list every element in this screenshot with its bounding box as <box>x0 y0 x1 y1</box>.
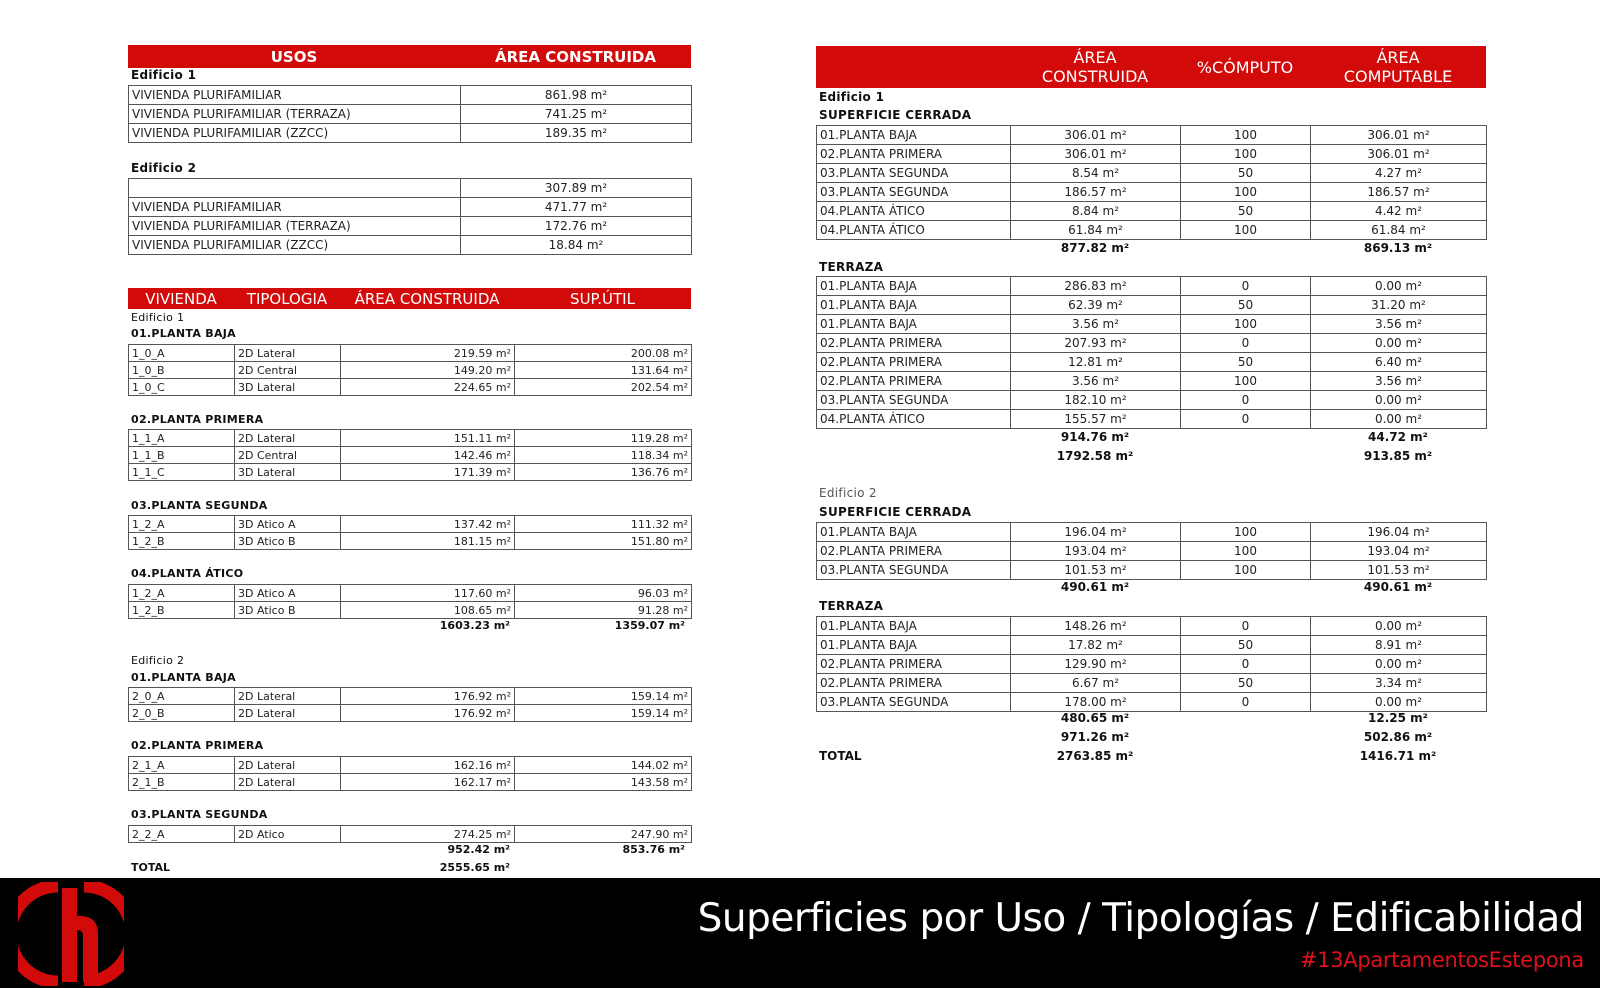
computo-e1-terraza-sub-comp: 44.72 m² <box>1368 430 1428 444</box>
table-cell: 6.67 m² <box>1011 674 1181 693</box>
table-cell: 207.93 m² <box>1011 334 1181 353</box>
vivienda-row <box>129 826 692 843</box>
table-cell: 143.58 m² <box>515 774 692 791</box>
table-cell: 306.01 m² <box>1311 126 1487 145</box>
viv-e1-g4-title: 04.PLANTA ÁTICO <box>131 567 244 580</box>
table-cell: 2D Central <box>235 362 341 379</box>
computo-row <box>817 164 1487 183</box>
table-cell: 193.04 m² <box>1011 542 1181 561</box>
table-cell: 0.00 m² <box>1311 410 1487 429</box>
table-cell: 3D Atico B <box>235 533 341 550</box>
usos-header <box>128 45 691 68</box>
table-cell: VIVIENDA PLURIFAMILIAR (ZZCC) <box>129 236 461 255</box>
table-cell: 18.84 m² <box>461 236 692 255</box>
table-cell <box>129 179 461 198</box>
computo-row <box>817 277 1487 296</box>
table-cell: 1_1_B <box>129 447 235 464</box>
usos-row <box>129 217 692 236</box>
table-cell: 91.28 m² <box>515 602 692 619</box>
computo-e2-cerrada-sub-comp: 490.61 m² <box>1363 580 1433 594</box>
vivienda-row <box>129 533 692 550</box>
computo-row <box>817 693 1487 712</box>
table-cell: 178.00 m² <box>1011 693 1181 712</box>
table-cell: 2D Atico <box>235 826 341 843</box>
computo-row <box>817 183 1487 202</box>
table-cell: 2D Lateral <box>235 757 341 774</box>
table-cell: 3D Lateral <box>235 379 341 396</box>
table-cell: 50 <box>1181 636 1311 655</box>
computo-e1-cerrada-title: SUPERFICIE CERRADA <box>819 108 972 122</box>
table-cell: 1_2_B <box>129 602 235 619</box>
table-cell: 274.25 m² <box>341 826 515 843</box>
vivienda-row <box>129 464 692 481</box>
vivienda-row <box>129 705 692 722</box>
computo-row <box>817 674 1487 693</box>
viv-e1-total-util: 1359.07 m² <box>614 619 685 632</box>
footer-title: Superficies por Uso / Tipologías / Edificabilidad <box>697 896 1584 941</box>
vivienda-row <box>129 585 692 602</box>
computo-e1-cerrada-table <box>816 125 1487 240</box>
table-cell: 117.60 m² <box>341 585 515 602</box>
table-cell: 3.56 m² <box>1311 372 1487 391</box>
table-cell: 03.PLANTA SEGUNDA <box>817 183 1011 202</box>
table-cell: 01.PLANTA BAJA <box>817 315 1011 334</box>
usos-row <box>129 236 692 255</box>
table-cell: 159.14 m² <box>515 705 692 722</box>
computo-header-pct: %CÓMPUTO <box>1196 57 1294 77</box>
table-cell: 247.90 m² <box>515 826 692 843</box>
table-cell: VIVIENDA PLURIFAMILIAR (ZZCC) <box>129 124 461 143</box>
table-cell: 1_2_A <box>129 516 235 533</box>
table-cell: 03.PLANTA SEGUNDA <box>817 693 1011 712</box>
table-cell: 196.04 m² <box>1311 523 1487 542</box>
viv-e2-g3-table <box>128 825 692 843</box>
viv-e1-g1-table <box>128 344 692 396</box>
computo-row <box>817 126 1487 145</box>
table-cell: 172.76 m² <box>461 217 692 236</box>
computo-e1-cerrada-sub-area: 877.82 m² <box>1060 241 1130 255</box>
table-cell: 3D Atico A <box>235 585 341 602</box>
computo-header-area: ÁREA CONSTRUIDA <box>1041 48 1149 86</box>
computo-header <box>816 46 1486 88</box>
table-cell: 306.01 m² <box>1311 145 1487 164</box>
viv-e2-g1-table <box>128 687 692 722</box>
computo-edificio-2-title: Edificio 2 <box>819 486 877 500</box>
computo-e1-terraza-table <box>816 276 1487 429</box>
table-cell: 03.PLANTA SEGUNDA <box>817 164 1011 183</box>
table-cell: 101.53 m² <box>1311 561 1487 580</box>
table-cell: 01.PLANTA BAJA <box>817 523 1011 542</box>
table-cell: 131.64 m² <box>515 362 692 379</box>
computo-e2-terraza-title: TERRAZA <box>819 599 884 613</box>
usos-header-usos: USOS <box>270 47 318 66</box>
usos-edificio-1-title: Edificio 1 <box>131 68 197 82</box>
viviendas-header-util: SUP.ÚTIL <box>570 289 635 308</box>
table-cell: 3.56 m² <box>1011 372 1181 391</box>
table-cell: 149.20 m² <box>341 362 515 379</box>
vivienda-row <box>129 774 692 791</box>
vivienda-row <box>129 362 692 379</box>
table-cell: 224.65 m² <box>341 379 515 396</box>
computo-e2-cerrada-table <box>816 522 1487 580</box>
viv-e2-g1-title: 01.PLANTA BAJA <box>131 671 236 684</box>
table-cell: 8.84 m² <box>1011 202 1181 221</box>
table-cell: 0.00 m² <box>1311 334 1487 353</box>
table-cell: 119.28 m² <box>515 430 692 447</box>
usos-header-area: ÁREA CONSTRUIDA <box>495 47 656 66</box>
computo-e2-cerrada-sub-area: 490.61 m² <box>1060 580 1130 594</box>
table-cell: 129.90 m² <box>1011 655 1181 674</box>
table-cell: 741.25 m² <box>461 105 692 124</box>
table-cell: 3D Atico B <box>235 602 341 619</box>
table-cell: 02.PLANTA PRIMERA <box>817 655 1011 674</box>
viviendas-edificio-1-title: Edificio 1 <box>131 311 185 324</box>
table-cell: 2_0_B <box>129 705 235 722</box>
viviendas-header-vivienda: VIVIENDA <box>145 289 217 308</box>
computo-total-comp: 1416.71 m² <box>1359 749 1437 763</box>
table-cell: 186.57 m² <box>1011 183 1181 202</box>
table-cell: 100 <box>1181 221 1311 240</box>
computo-row <box>817 655 1487 674</box>
computo-row <box>817 410 1487 429</box>
computo-row <box>817 334 1487 353</box>
usos-row <box>129 198 692 217</box>
table-cell: 0.00 m² <box>1311 277 1487 296</box>
computo-row <box>817 372 1487 391</box>
computo-row <box>817 542 1487 561</box>
table-cell: 2D Lateral <box>235 688 341 705</box>
table-cell: 2D Central <box>235 447 341 464</box>
table-cell: 100 <box>1181 561 1311 580</box>
computo-e2-cerrada-title: SUPERFICIE CERRADA <box>819 505 972 519</box>
usos-row <box>129 105 692 124</box>
viviendas-header-area: ÁREA CONSTRUIDA <box>354 289 500 308</box>
table-cell: 193.04 m² <box>1311 542 1487 561</box>
table-cell: 186.57 m² <box>1311 183 1487 202</box>
table-cell: 0.00 m² <box>1311 655 1487 674</box>
table-cell: 0 <box>1181 391 1311 410</box>
table-cell: VIVIENDA PLURIFAMILIAR <box>129 86 461 105</box>
table-cell: 03.PLANTA SEGUNDA <box>817 561 1011 580</box>
table-cell: 162.17 m² <box>341 774 515 791</box>
table-cell: 2_0_A <box>129 688 235 705</box>
table-cell: 306.01 m² <box>1011 145 1181 164</box>
table-cell: 1_1_C <box>129 464 235 481</box>
table-cell: 01.PLANTA BAJA <box>817 636 1011 655</box>
viv-e2-g2-title: 02.PLANTA PRIMERA <box>131 739 264 752</box>
vivienda-row <box>129 447 692 464</box>
table-cell: 100 <box>1181 145 1311 164</box>
table-cell: 3D Atico A <box>235 516 341 533</box>
viviendas-header <box>128 288 691 309</box>
table-cell: 100 <box>1181 315 1311 334</box>
table-cell: 111.32 m² <box>515 516 692 533</box>
vivienda-row <box>129 430 692 447</box>
viv-e2-g2-table <box>128 756 692 791</box>
table-cell: 0.00 m² <box>1311 617 1487 636</box>
table-cell: VIVIENDA PLURIFAMILIAR <box>129 198 461 217</box>
table-cell: 50 <box>1181 674 1311 693</box>
table-cell: 100 <box>1181 523 1311 542</box>
table-cell: 03.PLANTA SEGUNDA <box>817 391 1011 410</box>
computo-row <box>817 636 1487 655</box>
table-cell: 0.00 m² <box>1311 693 1487 712</box>
table-cell: 61.84 m² <box>1311 221 1487 240</box>
computo-total-label: TOTAL <box>819 749 862 763</box>
computo-row <box>817 523 1487 542</box>
table-cell: VIVIENDA PLURIFAMILIAR (TERRAZA) <box>129 105 461 124</box>
table-cell: 176.92 m² <box>341 688 515 705</box>
table-cell: 62.39 m² <box>1011 296 1181 315</box>
computo-row <box>817 145 1487 164</box>
usos-edificio-1-table <box>128 85 692 143</box>
viv-e1-g3-table <box>128 515 692 550</box>
table-cell: 1_2_A <box>129 585 235 602</box>
table-cell: 01.PLANTA BAJA <box>817 277 1011 296</box>
usos-edificio-2-table <box>128 178 692 255</box>
table-cell: 151.11 m² <box>341 430 515 447</box>
computo-e2-tot-comp: 502.86 m² <box>1363 730 1433 744</box>
computo-row <box>817 391 1487 410</box>
usos-edificio-2-title: Edificio 2 <box>131 161 197 175</box>
table-cell: 50 <box>1181 164 1311 183</box>
table-cell: 8.91 m² <box>1311 636 1487 655</box>
table-cell: VIVIENDA PLURIFAMILIAR (TERRAZA) <box>129 217 461 236</box>
computo-row <box>817 221 1487 240</box>
vivienda-row <box>129 345 692 362</box>
table-cell: 04.PLANTA ÁTICO <box>817 221 1011 240</box>
table-cell: 144.02 m² <box>515 757 692 774</box>
viv-e1-g2-table <box>128 429 692 481</box>
table-cell: 1_1_A <box>129 430 235 447</box>
table-cell: 1_0_B <box>129 362 235 379</box>
viviendas-total-label: TOTAL <box>131 861 171 874</box>
table-cell: 202.54 m² <box>515 379 692 396</box>
table-cell: 50 <box>1181 353 1311 372</box>
table-cell: 1_0_C <box>129 379 235 396</box>
table-cell: 136.76 m² <box>515 464 692 481</box>
computo-edificio-1-title: Edificio 1 <box>819 90 885 104</box>
h-logo-icon <box>18 882 124 986</box>
table-cell: 0 <box>1181 655 1311 674</box>
table-cell: 162.16 m² <box>341 757 515 774</box>
table-cell: 4.42 m² <box>1311 202 1487 221</box>
table-cell: 50 <box>1181 202 1311 221</box>
table-cell: 100 <box>1181 126 1311 145</box>
footer-hashtag: #13ApartamentosEstepona <box>1299 948 1584 972</box>
table-cell: 1_0_A <box>129 345 235 362</box>
table-cell: 3D Lateral <box>235 464 341 481</box>
table-cell: 3.56 m² <box>1311 315 1487 334</box>
viviendas-header-tipologia: TIPOLOGIA <box>246 289 328 308</box>
vivienda-row <box>129 688 692 705</box>
computo-e1-cerrada-sub-comp: 869.13 m² <box>1363 241 1433 255</box>
table-cell: 861.98 m² <box>461 86 692 105</box>
table-cell: 0 <box>1181 410 1311 429</box>
table-cell: 100 <box>1181 372 1311 391</box>
table-cell: 142.46 m² <box>341 447 515 464</box>
table-cell: 182.10 m² <box>1011 391 1181 410</box>
table-cell: 189.35 m² <box>461 124 692 143</box>
table-cell: 6.40 m² <box>1311 353 1487 372</box>
table-cell: 4.27 m² <box>1311 164 1487 183</box>
viviendas-total: 2555.65 m² <box>439 861 510 874</box>
table-cell: 3.56 m² <box>1011 315 1181 334</box>
table-cell: 2D Lateral <box>235 345 341 362</box>
vivienda-row <box>129 516 692 533</box>
table-cell: 306.01 m² <box>1011 126 1181 145</box>
table-cell: 2D Lateral <box>235 430 341 447</box>
table-cell: 148.26 m² <box>1011 617 1181 636</box>
table-cell: 196.04 m² <box>1011 523 1181 542</box>
table-cell: 2_1_B <box>129 774 235 791</box>
table-cell: 0 <box>1181 334 1311 353</box>
table-cell: 04.PLANTA ÁTICO <box>817 202 1011 221</box>
usos-row <box>129 86 692 105</box>
viv-e1-total-area: 1603.23 m² <box>439 619 510 632</box>
viv-e1-g4-table <box>128 584 692 619</box>
table-cell: 01.PLANTA BAJA <box>817 126 1011 145</box>
table-cell: 0.00 m² <box>1311 391 1487 410</box>
table-cell: 31.20 m² <box>1311 296 1487 315</box>
table-cell: 50 <box>1181 296 1311 315</box>
viv-e2-total-util: 853.76 m² <box>622 843 685 856</box>
table-cell: 2D Lateral <box>235 774 341 791</box>
computo-e1-tot-comp: 913.85 m² <box>1363 449 1433 463</box>
viviendas-edificio-2-title: Edificio 2 <box>131 654 185 667</box>
table-cell: 2_1_A <box>129 757 235 774</box>
computo-e2-terraza-sub-comp: 12.25 m² <box>1368 711 1428 725</box>
table-cell: 181.15 m² <box>341 533 515 550</box>
computo-row <box>817 353 1487 372</box>
table-cell: 12.81 m² <box>1011 353 1181 372</box>
table-cell: 2D Lateral <box>235 705 341 722</box>
table-cell: 3.34 m² <box>1311 674 1487 693</box>
table-cell: 1_2_B <box>129 533 235 550</box>
table-cell: 17.82 m² <box>1011 636 1181 655</box>
table-cell: 04.PLANTA ÁTICO <box>817 410 1011 429</box>
computo-row <box>817 561 1487 580</box>
footer-bar <box>0 878 1600 988</box>
computo-e2-terraza-table <box>816 616 1487 712</box>
vivienda-row <box>129 602 692 619</box>
table-cell: 02.PLANTA PRIMERA <box>817 372 1011 391</box>
table-cell: 8.54 m² <box>1011 164 1181 183</box>
computo-e2-terraza-sub-area: 480.65 m² <box>1060 711 1130 725</box>
table-cell: 108.65 m² <box>341 602 515 619</box>
computo-e1-terraza-sub-area: 914.76 m² <box>1060 430 1130 444</box>
table-cell: 2_2_A <box>129 826 235 843</box>
table-cell: 171.39 m² <box>341 464 515 481</box>
table-cell: 100 <box>1181 183 1311 202</box>
usos-row <box>129 124 692 143</box>
table-cell: 02.PLANTA PRIMERA <box>817 674 1011 693</box>
table-cell: 02.PLANTA PRIMERA <box>817 353 1011 372</box>
table-cell: 0 <box>1181 617 1311 636</box>
table-cell: 176.92 m² <box>341 705 515 722</box>
computo-e1-terraza-title: TERRAZA <box>819 260 884 274</box>
table-cell: 159.14 m² <box>515 688 692 705</box>
usos-row <box>129 179 692 198</box>
table-cell: 0 <box>1181 693 1311 712</box>
computo-e2-tot-area: 971.26 m² <box>1060 730 1130 744</box>
table-cell: 96.03 m² <box>515 585 692 602</box>
table-cell: 137.42 m² <box>341 516 515 533</box>
computo-row <box>817 202 1487 221</box>
table-cell: 286.83 m² <box>1011 277 1181 296</box>
computo-row <box>817 315 1487 334</box>
table-cell: 101.53 m² <box>1011 561 1181 580</box>
viv-e2-total-area: 952.42 m² <box>447 843 510 856</box>
viv-e1-g3-title: 03.PLANTA SEGUNDA <box>131 499 268 512</box>
table-cell: 01.PLANTA BAJA <box>817 296 1011 315</box>
vivienda-row <box>129 379 692 396</box>
table-cell: 0 <box>1181 277 1311 296</box>
table-cell: 02.PLANTA PRIMERA <box>817 145 1011 164</box>
viv-e1-g1-title: 01.PLANTA BAJA <box>131 327 236 340</box>
computo-e1-tot-area: 1792.58 m² <box>1056 449 1134 463</box>
computo-row <box>817 296 1487 315</box>
computo-header-computable: ÁREA COMPUTABLE <box>1343 48 1453 86</box>
table-cell: 200.08 m² <box>515 345 692 362</box>
table-cell: 02.PLANTA PRIMERA <box>817 542 1011 561</box>
table-cell: 307.89 m² <box>461 179 692 198</box>
table-cell: 219.59 m² <box>341 345 515 362</box>
table-cell: 100 <box>1181 542 1311 561</box>
table-cell: 471.77 m² <box>461 198 692 217</box>
table-cell: 155.57 m² <box>1011 410 1181 429</box>
vivienda-row <box>129 757 692 774</box>
table-cell: 61.84 m² <box>1011 221 1181 240</box>
computo-total-area: 2763.85 m² <box>1056 749 1134 763</box>
computo-row <box>817 617 1487 636</box>
viv-e2-g3-title: 03.PLANTA SEGUNDA <box>131 808 268 821</box>
table-cell: 01.PLANTA BAJA <box>817 617 1011 636</box>
table-cell: 118.34 m² <box>515 447 692 464</box>
table-cell: 02.PLANTA PRIMERA <box>817 334 1011 353</box>
table-cell: 151.80 m² <box>515 533 692 550</box>
viv-e1-g2-title: 02.PLANTA PRIMERA <box>131 413 264 426</box>
